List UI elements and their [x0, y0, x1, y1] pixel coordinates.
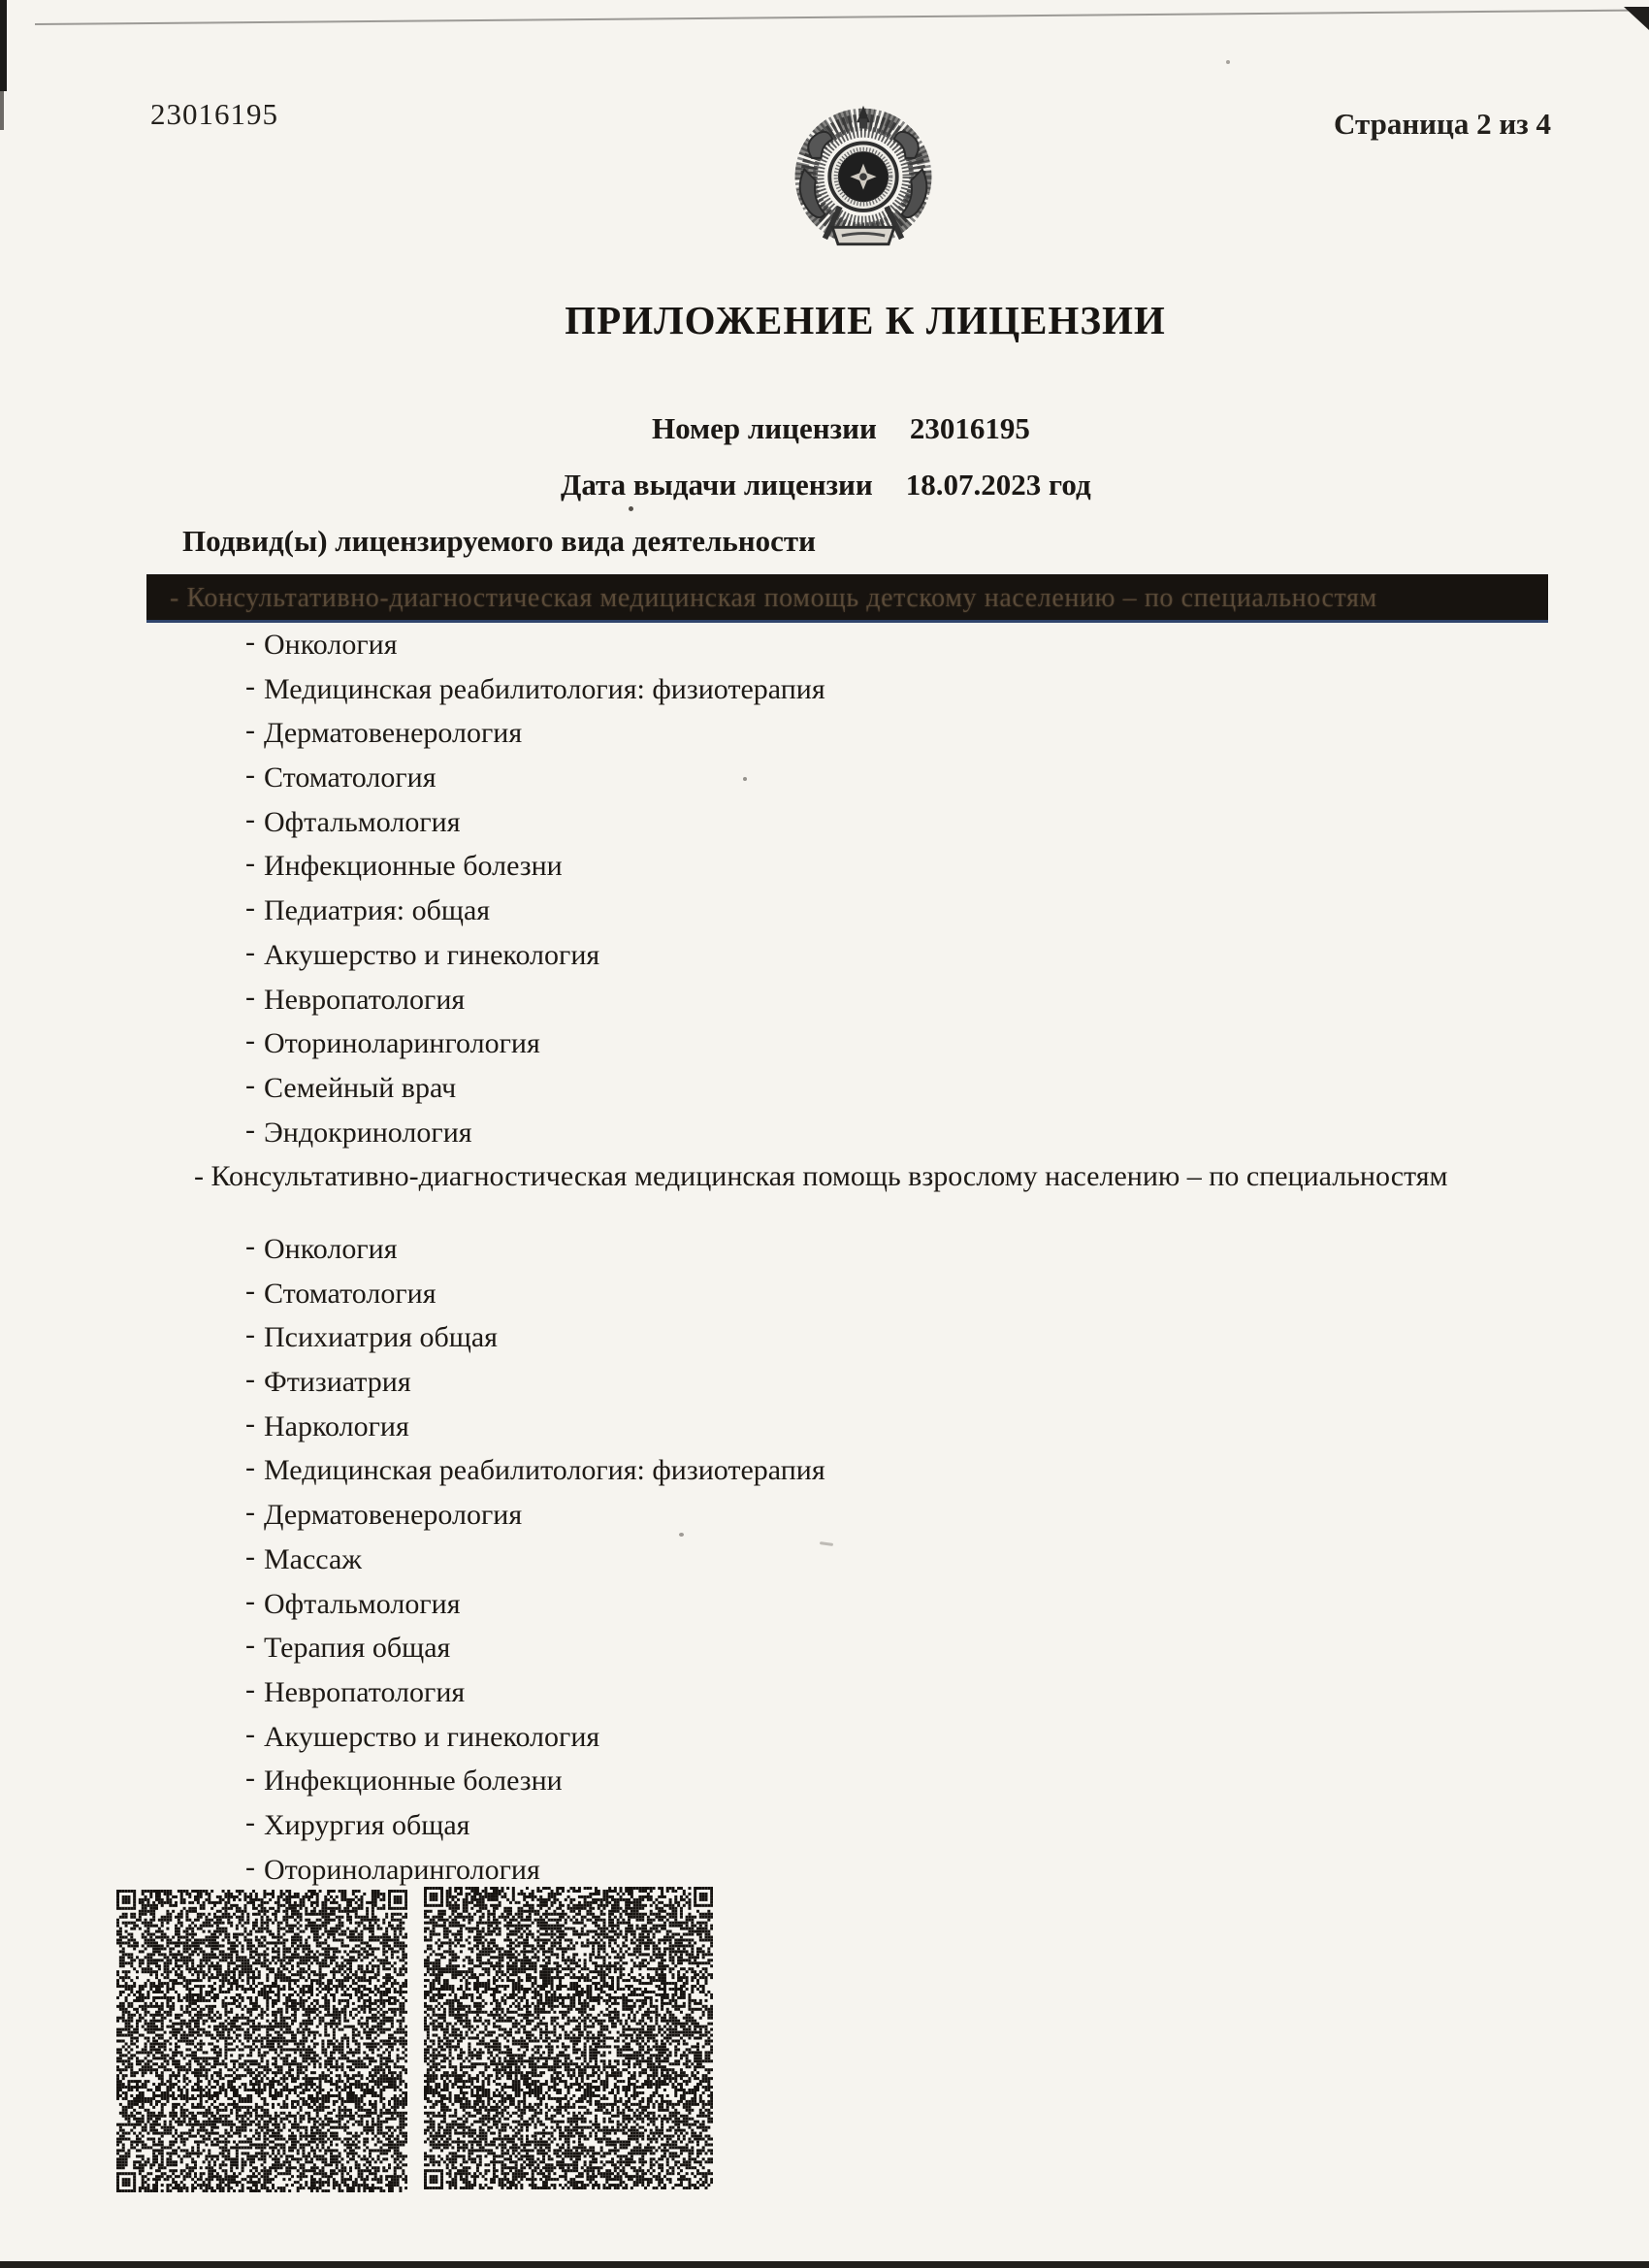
- page-title: ПРИЛОЖЕНИЕ К ЛИЦЕНЗИИ: [565, 298, 1166, 342]
- list-item-bullet: -: [245, 1068, 255, 1101]
- issue-date-label: Дата выдачи лицензии: [561, 468, 873, 502]
- list-item-bullet: -: [245, 1230, 255, 1262]
- list-item-bullet: -: [245, 1629, 255, 1662]
- children-specialties-list: [245, 626, 825, 1157]
- list-item: [245, 1363, 825, 1408]
- list-item-bullet: -: [245, 1318, 255, 1351]
- list-item: [245, 803, 825, 848]
- list-item-label: Онкология: [264, 1233, 398, 1265]
- list-item: [245, 714, 825, 759]
- list-item-bullet: -: [245, 1407, 255, 1440]
- list-item-bullet: -: [245, 1113, 255, 1146]
- list-item: [245, 1408, 825, 1452]
- list-item-label: Офтальмология: [264, 1587, 461, 1620]
- list-item-bullet: -: [245, 626, 255, 658]
- list-item-label: Инфекционные болезни: [264, 850, 563, 883]
- list-item: [245, 1718, 825, 1763]
- list-item-label: Фтизиатрия: [264, 1366, 411, 1399]
- list-item: [245, 1806, 825, 1851]
- list-item-bullet: -: [245, 1805, 255, 1838]
- list-item-label: Массаж: [264, 1542, 363, 1575]
- list-item-bullet: -: [245, 980, 255, 1013]
- list-item-label: Оториноларингология: [264, 1027, 540, 1060]
- scan-speck: [629, 506, 633, 511]
- list-item: [245, 1673, 825, 1718]
- list-item: [245, 1585, 825, 1630]
- adults-section-header: - Консультативно-диагностическая медицинская помощь взрослому населению – по специальностям: [194, 1160, 1448, 1192]
- license-issue-date-row: [561, 468, 1091, 502]
- list-item-bullet: -: [245, 847, 255, 880]
- list-item-bullet: -: [245, 714, 255, 747]
- list-item: [245, 981, 825, 1025]
- list-item: [245, 1230, 825, 1275]
- list-item-bullet: -: [245, 1850, 255, 1883]
- list-item-label: Хирургия общая: [264, 1808, 470, 1841]
- list-item-label: Медицинская реабилитология: физиотерапия: [264, 1454, 825, 1487]
- list-item-bullet: -: [245, 1024, 255, 1057]
- scan-speck: [1226, 60, 1230, 64]
- list-item-bullet: -: [245, 1717, 255, 1750]
- list-item-bullet: -: [245, 1539, 255, 1572]
- list-item-label: Онкология: [264, 629, 398, 661]
- license-number-row: [652, 411, 1030, 446]
- list-item: [245, 936, 825, 981]
- list-item-bullet: -: [245, 935, 255, 968]
- qr-code-icon: [424, 1887, 713, 2189]
- list-item: [245, 1114, 825, 1158]
- list-item-bullet: -: [245, 1762, 255, 1795]
- list-item-label: Терапия общая: [264, 1632, 451, 1665]
- license-number-value: 23016195: [909, 411, 1030, 445]
- list-item-label: Инфекционные болезни: [264, 1765, 563, 1798]
- list-item-label: Стоматология: [264, 1277, 436, 1310]
- list-item-bullet: -: [245, 1672, 255, 1705]
- list-item-label: Психиатрия общая: [264, 1321, 498, 1354]
- list-item: [245, 1318, 825, 1363]
- list-item-bullet: -: [245, 759, 255, 792]
- list-item: [245, 1069, 825, 1114]
- list-item-label: Дерматовенерология: [264, 1499, 523, 1532]
- list-item: [245, 1762, 825, 1806]
- document-number: 23016195: [150, 97, 278, 131]
- redacted-line-ghost-text: - Консультативно-диагностическая медицинская помощь детскому населению – по специальностям: [170, 583, 1377, 613]
- list-item: [245, 1024, 825, 1069]
- list-item-label: Эндокринология: [264, 1116, 472, 1149]
- qr-code-icon: [116, 1890, 407, 2192]
- list-item-label: Наркология: [264, 1409, 409, 1442]
- redacted-line-bar: [146, 574, 1548, 623]
- list-item-label: Дерматовенерология: [264, 717, 523, 750]
- list-item-label: Стоматология: [264, 761, 436, 794]
- list-item-bullet: -: [245, 1451, 255, 1484]
- list-item: [245, 670, 825, 715]
- adults-specialties-list: [245, 1230, 825, 1895]
- list-item-label: Невропатология: [264, 1675, 466, 1708]
- list-item-bullet: -: [245, 1274, 255, 1307]
- list-item: [245, 1451, 825, 1496]
- list-item-label: Акушерство и гинекология: [264, 938, 600, 971]
- list-item-label: Педиатрия: общая: [264, 894, 491, 927]
- issue-date-value: 18.07.2023 год: [905, 468, 1091, 502]
- list-item-bullet: -: [245, 669, 255, 702]
- list-item-label: Офтальмология: [264, 805, 461, 838]
- license-number-label: Номер лицензии: [652, 411, 877, 445]
- scan-artifact-corner-fold: [1624, 7, 1649, 30]
- list-item: [245, 891, 825, 936]
- list-item: [245, 759, 825, 803]
- kazakhstan-coat-of-arms-icon: [784, 99, 943, 264]
- scan-artifact-left-edge: [0, 91, 4, 130]
- list-item: [245, 626, 825, 670]
- list-item-label: Медицинская реабилитология: физиотерапия: [264, 672, 825, 705]
- subtypes-heading: Подвид(ы) лицензируемого вида деятельности: [182, 524, 816, 558]
- list-item-bullet: -: [245, 891, 255, 924]
- list-item-label: Семейный врач: [264, 1071, 457, 1104]
- list-item: [245, 1496, 825, 1540]
- list-item-bullet: -: [245, 1584, 255, 1617]
- scan-artifact-left-edge: [0, 0, 7, 91]
- list-item-label: Оториноларингология: [264, 1853, 540, 1886]
- list-item: [245, 847, 825, 891]
- list-item-bullet: -: [245, 1363, 255, 1396]
- list-item-bullet: -: [245, 1496, 255, 1529]
- page-indicator: Страница 2 из 4: [1334, 107, 1551, 141]
- list-item: [245, 1275, 825, 1319]
- list-item-label: Акушерство и гинекология: [264, 1720, 600, 1753]
- list-item: [245, 1629, 825, 1673]
- list-item-bullet: -: [245, 802, 255, 835]
- list-item: [245, 1540, 825, 1585]
- scan-artifact-bottom-edge: [0, 2261, 1649, 2268]
- scan-artifact-top-line: [35, 9, 1649, 25]
- list-item-label: Невропатология: [264, 983, 466, 1016]
